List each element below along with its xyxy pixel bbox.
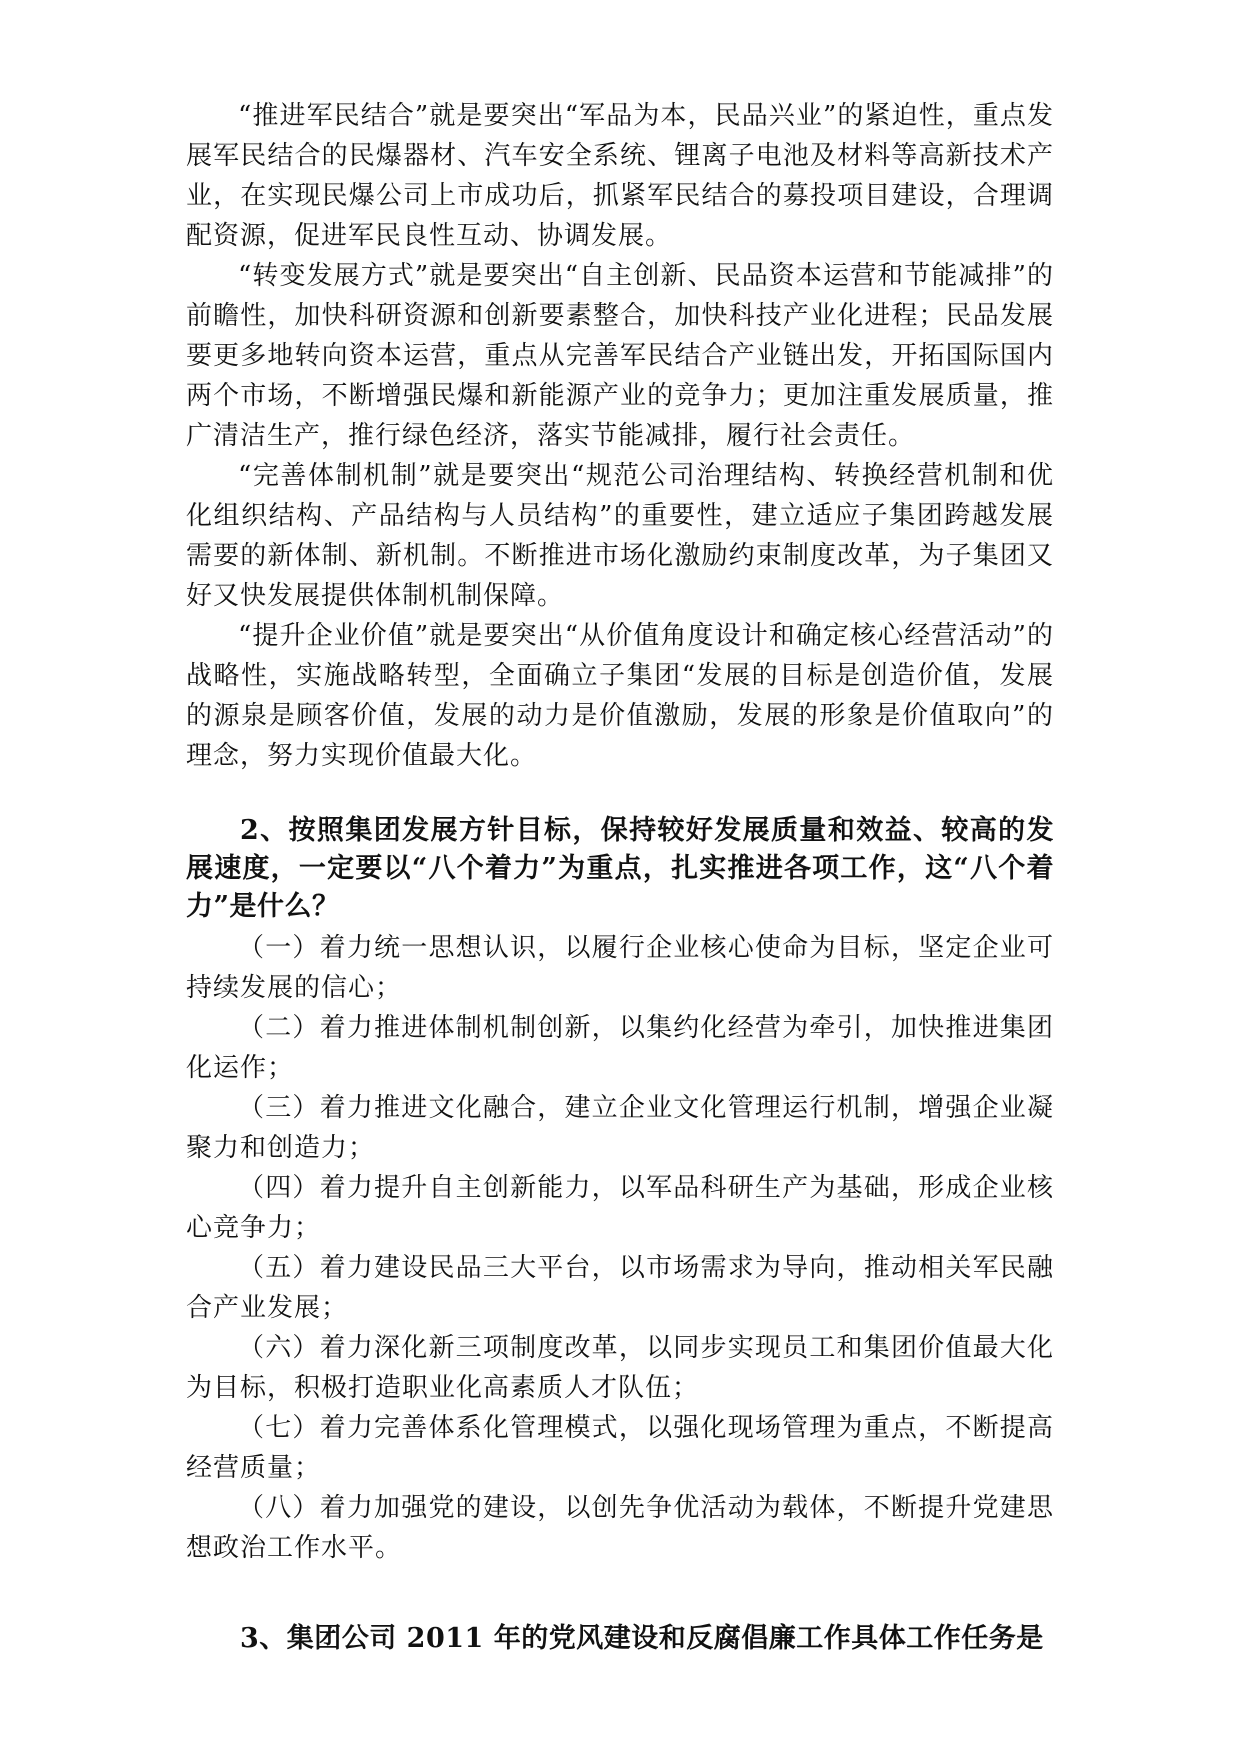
list-item: （三）着力推进文化融合，建立企业文化管理运行机制，增强企业凝聚力和创造力； bbox=[186, 1093, 1054, 1163]
list-item: （一）着力统一思想认识，以履行企业核心使命为目标，坚定企业可持续发展的信心； bbox=[186, 933, 1054, 1003]
list-item: （六）着力深化新三项制度改革，以同步实现员工和集团价值最大化为目标，积极打造职业化高素质人才队伍； bbox=[186, 1333, 1054, 1403]
list-item: （五）着力建设民品三大平台，以市场需求为导向，推动相关军民融合产业发展； bbox=[186, 1253, 1054, 1323]
paragraph-military-civil: “推进军民结合”就是要突出“军品为本，民品兴业”的紧迫性，重点发展军民结合的民爆器材、汽车安全系统、锂离子电池及材料等高新技术产业，在实现民爆公司上市成功后，抓紧军民结合的募投项目建设，合理调配资源，促进军民良性互动、协调发展。 bbox=[186, 101, 1054, 251]
list-item: （四）着力提升自主创新能力，以军品科研生产为基础，形成企业核心竞争力； bbox=[186, 1173, 1054, 1243]
paragraph-development-mode: “转变发展方式”就是要突出“自主创新、民品资本运营和节能减排”的前瞻性，加快科研资源和创新要素整合，加快科技产业化进程；民品发展要更多地转向资本运营，重点从完善军民结合产业链出发，开拓国际国内两个市场，不断增强民爆和新能源产业的竞争力；更加注重发展质量，推广清洁生产，推行绿色经济，落实节能减排，履行社会责任。 bbox=[186, 261, 1054, 451]
list-item: （二）着力推进体制机制创新，以集约化经营为牵引，加快推进集团化运作； bbox=[186, 1013, 1054, 1083]
eight-focus-list bbox=[186, 928, 1054, 1568]
paragraph-enterprise-value: “提升企业价值”就是要突出“从价值角度设计和确定核心经营活动”的战略性，实施战略转型，全面确立子集团“发展的目标是创造价值，发展的源泉是顾客价值，发展的动力是价值激励，发展的形象是价值取向”的理念，努力实现价值最大化。 bbox=[186, 621, 1054, 771]
section-heading-3: 3、集团公司 2011 年的党风建设和反腐倡廉工作具体工作任务是 bbox=[240, 1623, 1044, 1654]
document-body bbox=[186, 96, 1054, 1658]
list-item: （八）着力加强党的建设，以创先争优活动为载体，不断提升党建思想政治工作水平。 bbox=[186, 1493, 1054, 1563]
section-heading-2: 2、按照集团发展方针目标，保持较好发展质量和效益、较高的发展速度，一定要以“八个着力”为重点，扎实推进各项工作，这“八个着力”是什么？ bbox=[186, 815, 1054, 922]
list-item: （七）着力完善体系化管理模式，以强化现场管理为重点，不断提高经营质量； bbox=[186, 1413, 1054, 1483]
paragraph-system-mechanism: “完善体制机制”就是要突出“规范公司治理结构、转换经营机制和优化组织结构、产品结构与人员结构”的重要性，建立适应子集团跨越发展需要的新体制、新机制。不断推进市场化激励约束制度改革，为子集团又好又快发展提供体制机制保障。 bbox=[186, 461, 1054, 611]
